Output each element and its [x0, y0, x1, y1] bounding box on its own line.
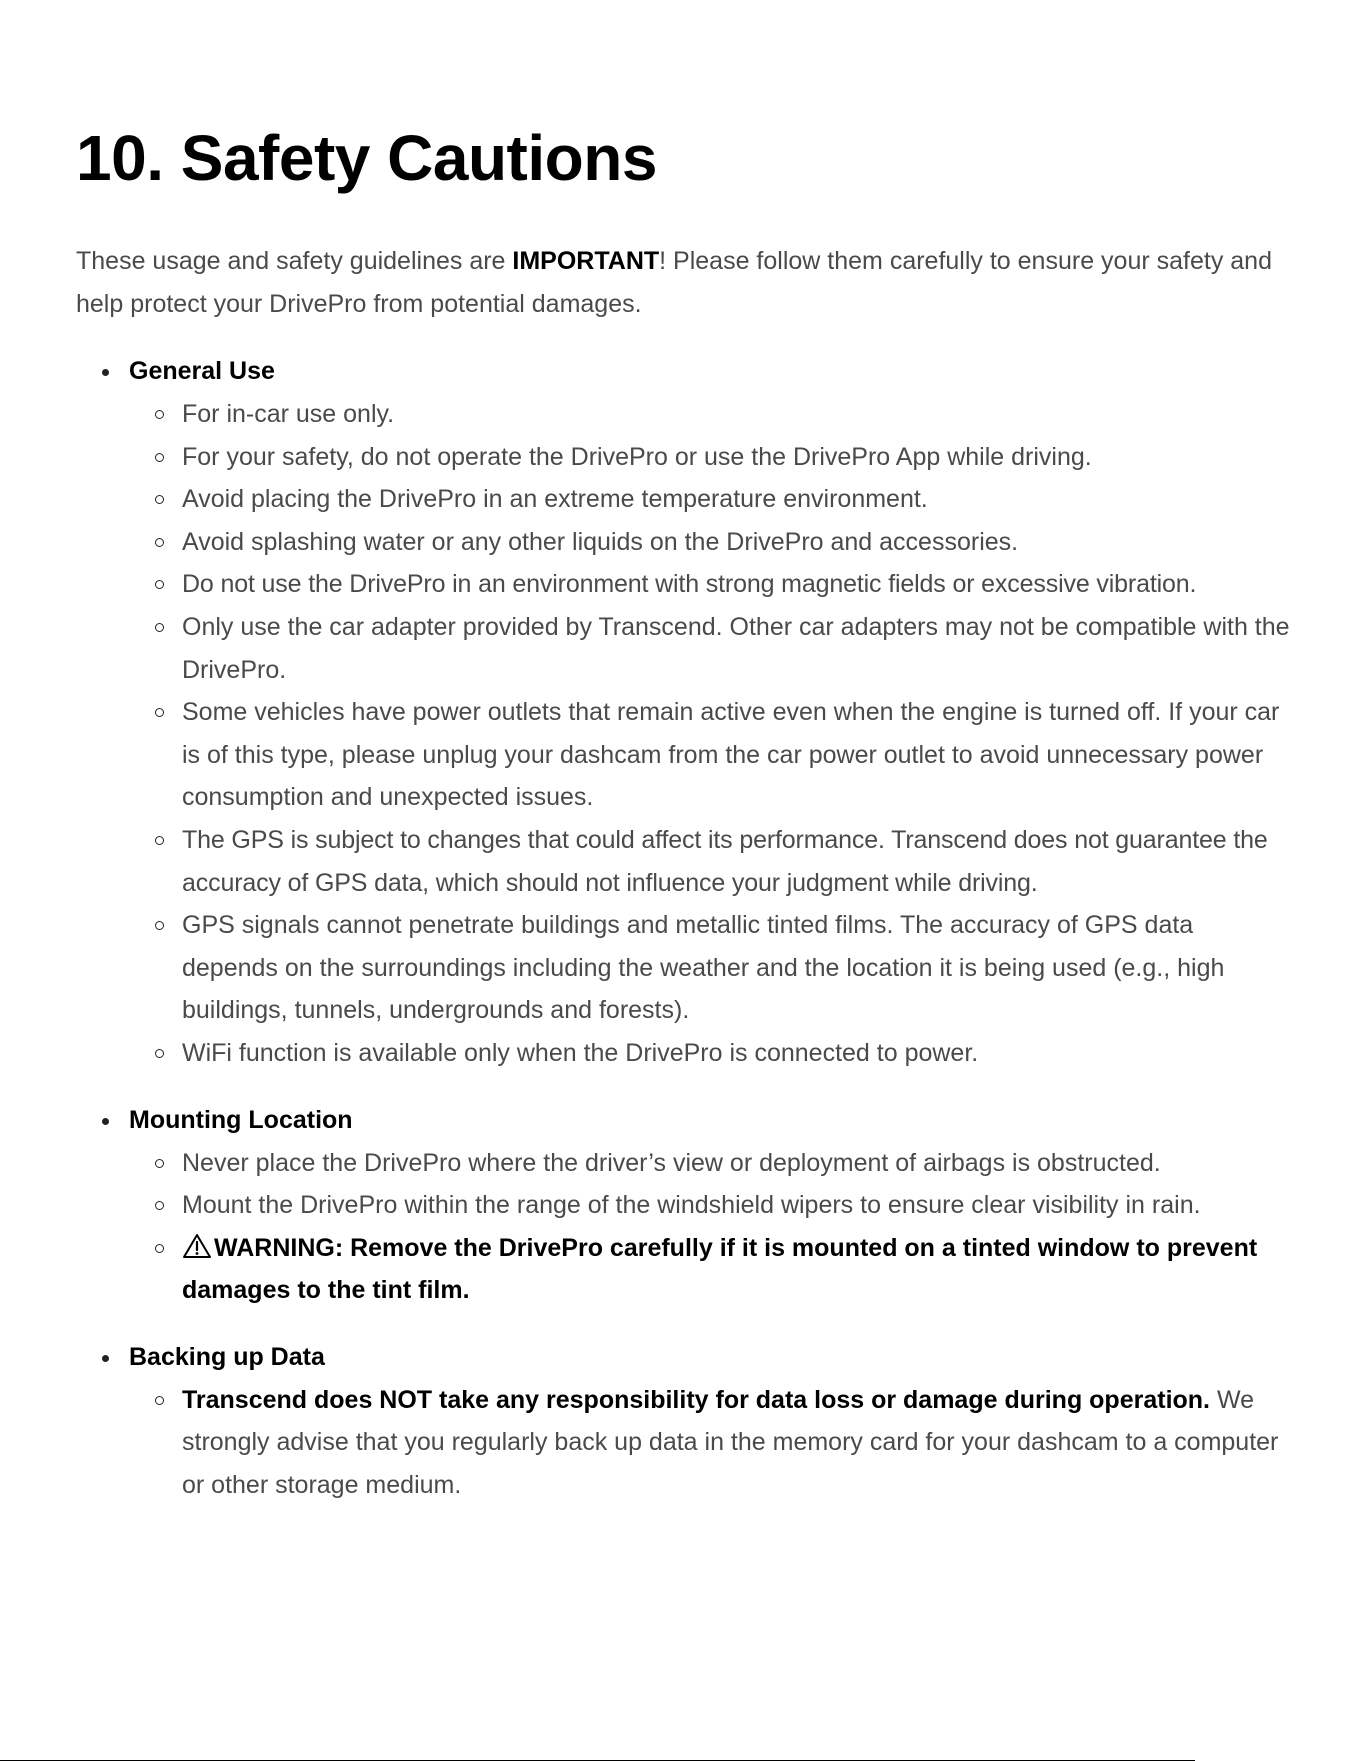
list-item: Some vehicles have power outlets that remain active even when the engine is turned off. If your car is of this type, please unplug your dashcam from the car power outlet to avoid unnecessary power consumption and unexpected issues.	[129, 691, 1296, 819]
backup-advice: We strongly advise that you regularly back up data in the memory card for your dashcam to a computer or other storage medium.	[182, 1385, 1279, 1500]
intro-text-after: ! Please follow them carefully to ensure your safety and help protect your DrivePro from potential damages.	[76, 247, 1272, 318]
section-mounting-location	[76, 1099, 1296, 1312]
general-use-items	[129, 393, 1296, 1075]
sections-list	[76, 350, 1296, 1531]
list-item: Avoid placing the DrivePro in an extreme temperature environment.	[129, 478, 1296, 521]
warning-triangle-icon	[182, 1230, 212, 1256]
backing-up-data-items	[129, 1379, 1296, 1507]
intro-text-before: These usage and safety guidelines are	[76, 247, 513, 275]
mounting-location-items	[129, 1142, 1296, 1312]
list-item: Do not use the DrivePro in an environment with strong magnetic fields or excessive vibration.	[129, 563, 1296, 606]
section-backing-up-data	[76, 1336, 1296, 1507]
list-item: For in-car use only.	[129, 393, 1296, 436]
warning-item	[129, 1227, 1296, 1312]
section-general-use	[76, 350, 1296, 1075]
list-item: GPS signals cannot penetrate buildings and metallic tinted films. The accuracy of GPS data depends on the surroundings including the weather and the location it is being used (e.g., high buildings, tunnels, undergrounds and forests).	[129, 904, 1296, 1032]
list-item: Avoid splashing water or any other liquids on the DrivePro and accessories.	[129, 521, 1296, 564]
list-item: Mount the DrivePro within the range of the windshield wipers to ensure clear visibility in rain.	[129, 1184, 1296, 1227]
list-item: For your safety, do not operate the DrivePro or use the DrivePro App while driving.	[129, 436, 1296, 479]
section-title: Backing up Data	[129, 1342, 325, 1371]
list-item	[129, 1379, 1296, 1507]
page-title: 10. Safety Cautions	[76, 122, 657, 194]
list-item: Never place the DrivePro where the driver’s view or deployment of airbags is obstructed.	[129, 1142, 1296, 1185]
responsibility-notice: Transcend does NOT take any responsibility for data loss or damage during operation.	[182, 1385, 1211, 1414]
section-title: General Use	[129, 357, 275, 385]
list-item: WiFi function is available only when the DrivePro is connected to power.	[129, 1032, 1296, 1075]
list-item: Only use the car adapter provided by Transcend. Other car adapters may not be compatible with the DrivePro.	[129, 606, 1296, 691]
intro-emphasis: IMPORTANT	[512, 247, 660, 275]
intro-paragraph	[76, 240, 1296, 326]
warning-text: WARNING: Remove the DrivePro carefully if it is mounted on a tinted window to prevent damages to the tint film.	[182, 1233, 1258, 1305]
list-item: The GPS is subject to changes that could affect its performance. Transcend does not guarantee the accuracy of GPS data, which should not influence your judgment while driving.	[129, 819, 1296, 904]
section-title: Mounting Location	[129, 1105, 353, 1134]
